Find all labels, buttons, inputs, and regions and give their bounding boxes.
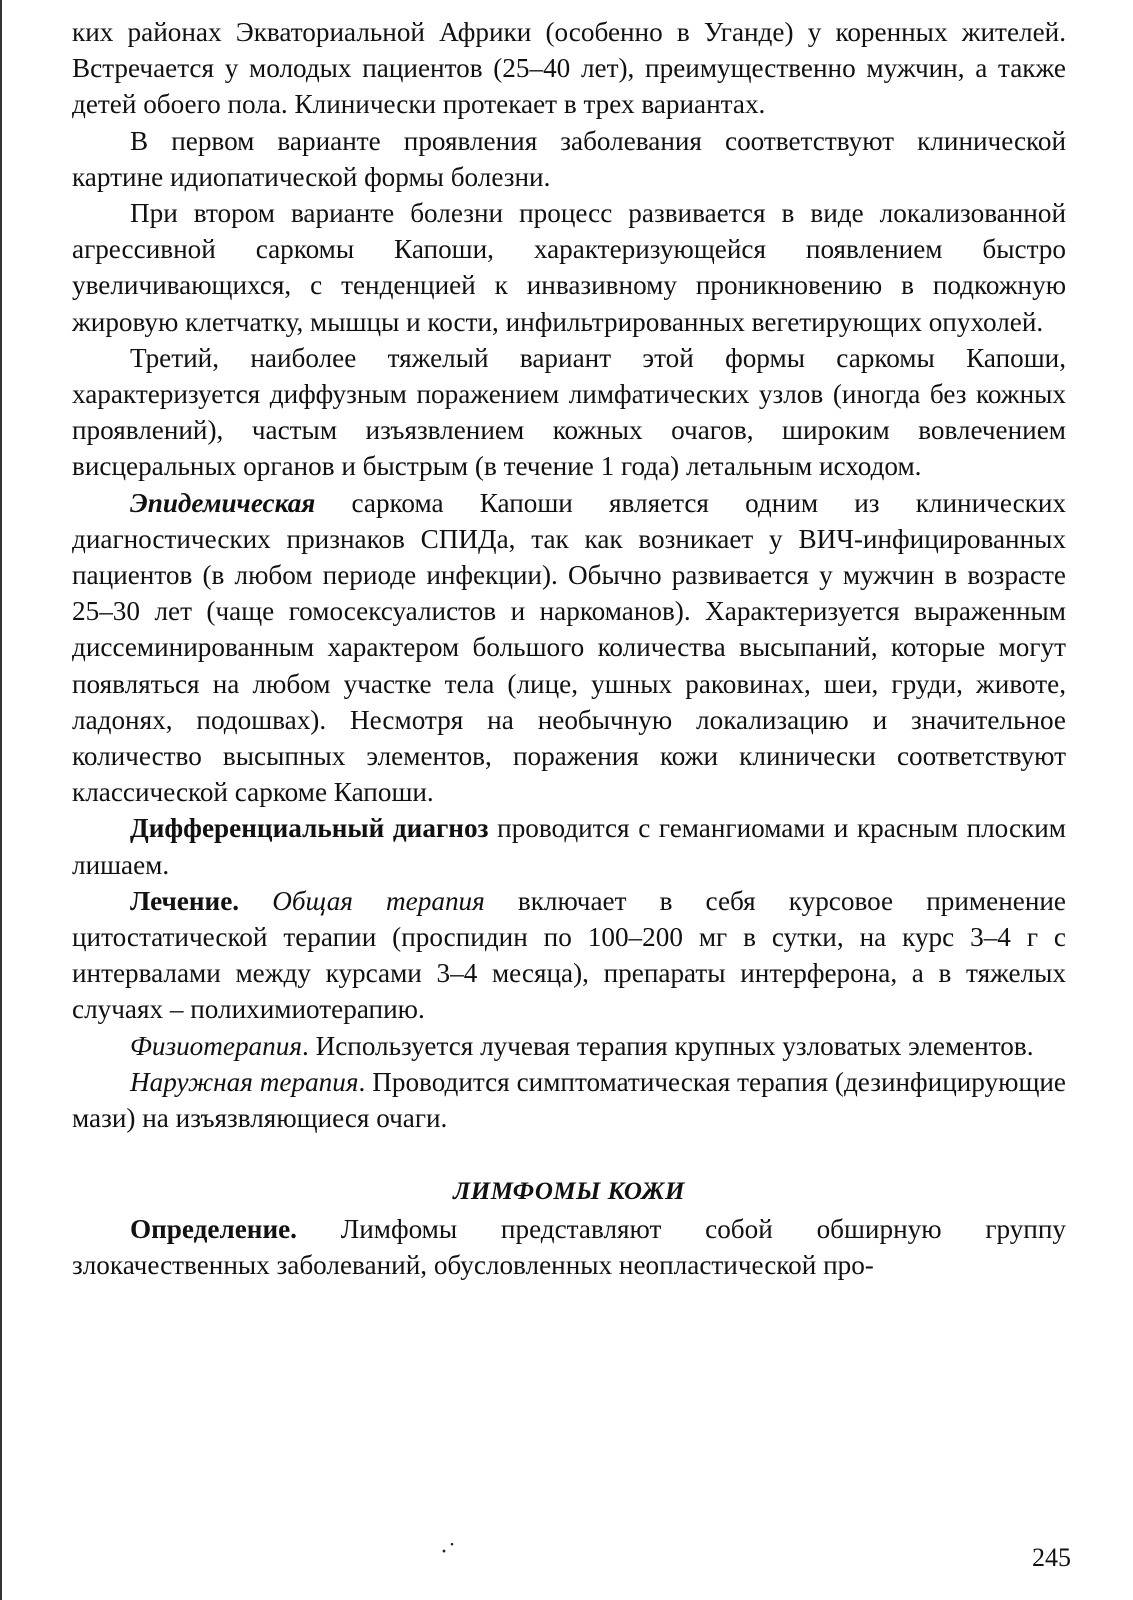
text-run: проводится с гемангиомами и красным плоским лишаем. <box>72 813 1066 880</box>
paragraph-definition <box>72 1211 1066 1283</box>
text-run: Лимфомы представляют собой обширную группу злокачественных заболеваний, обусловленных неопластической про- <box>72 1213 1066 1280</box>
term-bold: Определение. <box>130 1213 297 1244</box>
text-run: включает в себя курсовое применение цитостатической терапии (проспидин по 100–200 мг в сутки, на курс 3–4 г с интервалами между курсами 3–4 месяца), препараты интерферона, а в тяжелых случаях – полихимиотерапию. <box>72 885 1066 1025</box>
paragraph-second-variant <box>72 195 1066 340</box>
text-run: Третий, наиболее тяжелый вариант этой формы саркомы Капоши, характеризуется диффузным поражением лимфатических узлов (иногда без кожных проявлений), частым изъязвлением кожных очагов, широким вовлечением висцеральных органов и быстрым (в течение 1 года) летальным исходом. <box>72 342 1066 482</box>
term-italic: Общая терапия <box>272 885 485 916</box>
term-bold: Лечение. <box>130 885 240 916</box>
text-run <box>239 886 272 916</box>
text-run: ких районах Экваториальной Африки (особенно в Уганде) у коренных жителей. Встречается у молодых пациентов (25–40 лет), преимущественно мужчин, а также детей обоего пола. Клинически протекает в трех вариантах. <box>72 17 1066 120</box>
paragraph-treatment <box>72 883 1066 1028</box>
term-bold-italic: Эпидемическая <box>130 487 316 518</box>
term-bold: Дифференциальный диагноз <box>130 813 489 844</box>
text-run: . Используется лучевая терапия крупных узловатых элементов. <box>301 1030 1034 1061</box>
text-run: . Проводится симптоматическая терапия (дезинфицирующие мази) на изъязвляющиеся очаги. <box>72 1066 1066 1134</box>
paragraph-epidemic <box>72 485 1066 811</box>
section-heading: ЛИМФОМЫ КОЖИ <box>453 1178 685 1206</box>
paragraph-third-variant <box>72 340 1066 485</box>
text-run: При втором варианте болезни процесс развивается в виде локализованной агрессивной саркомы Капоши, характеризующейся появлением быстро увеличивающихся, с тенденцией к инвазивному проникновению в подкожную жировую клетчатку, мышцы и кости, инфильтрированных вегетирующих опухолей. <box>72 198 1066 337</box>
body-text <box>72 14 1066 1283</box>
page-number: 245 <box>1032 1543 1071 1572</box>
paragraph-first-variant <box>72 123 1066 195</box>
scan-mark: ·˙ <box>440 1539 456 1565</box>
paragraph-differential-diagnosis <box>72 810 1066 882</box>
term-italic: Физиотерапия <box>130 1030 302 1061</box>
term-italic: Наружная терапия <box>130 1066 359 1097</box>
paragraph-physiotherapy <box>72 1028 1066 1064</box>
text-run: В первом варианте проявления заболевания соответствуют клинической картине идиопатической формы болезни. <box>72 125 1066 192</box>
paragraph-continuation <box>72 14 1066 123</box>
paragraph-external-therapy <box>72 1064 1066 1136</box>
text-run: саркома Капоши является одним из клинических диагностических признаков СПИДа, так как возникает у ВИЧ-инфицированных пациентов (в любом периоде инфекции). Обычно развивается у мужчин в возрасте 25–30 лет (чаще гомосексуалистов и наркоманов). Характеризуется выраженным диссеминированным характером большого количества высыпаний, которые могут появляться на любом участке тела (лице, ушных раковинах, шеи, груди, животе, ладонях, подошвах). Несмотря на необычную локализацию и значительное количество высыпных элементов, поражения кожи клинически соответствуют классической саркоме Капоши. <box>72 487 1066 808</box>
